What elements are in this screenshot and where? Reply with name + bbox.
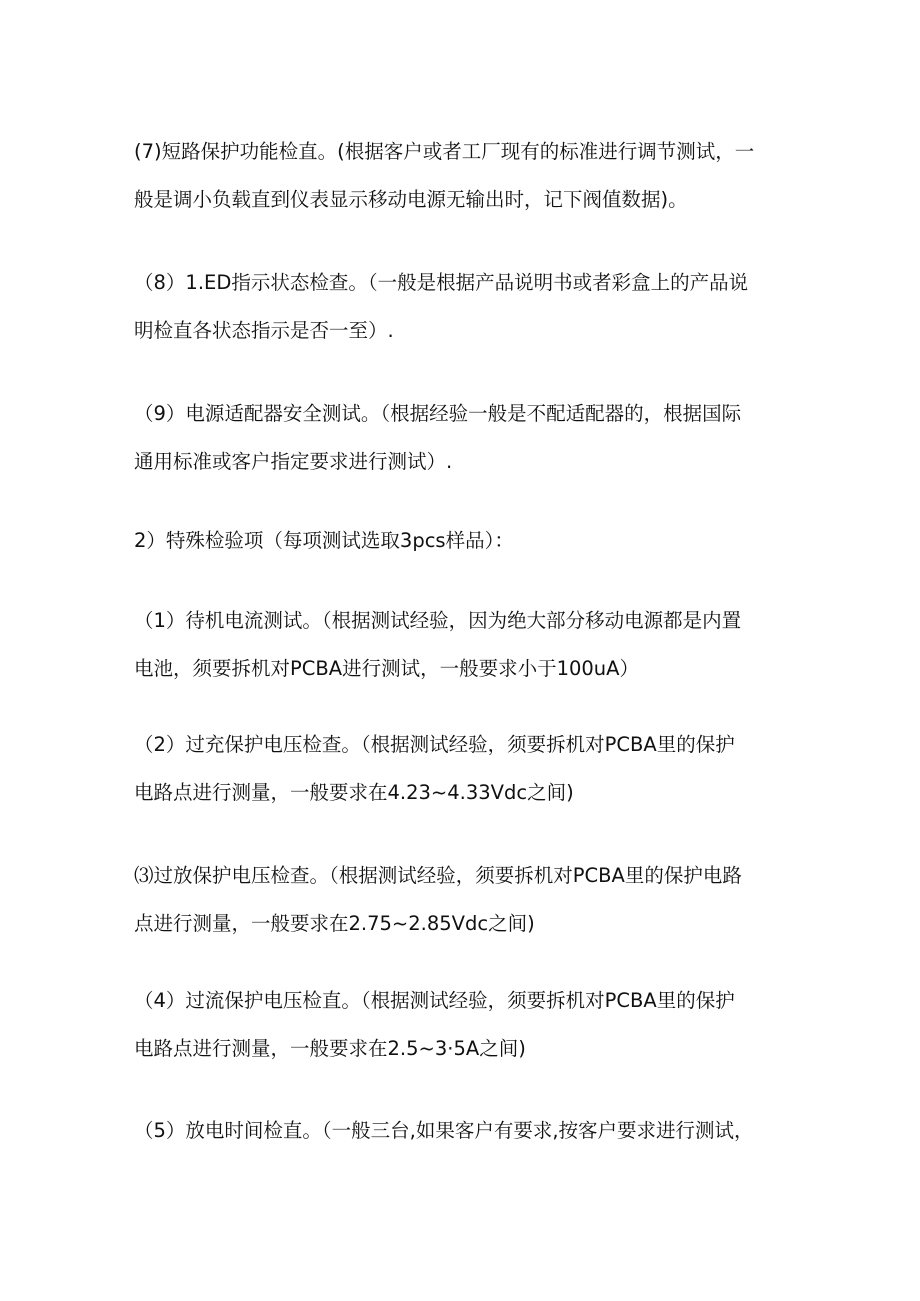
text-line: 电路点进行测量，一般要求在2.5~3·5A之间) [134, 1037, 526, 1060]
text-line: 明检直各状态指示是否一至）. [134, 319, 394, 342]
paragraph-adapter-safety-test [134, 390, 784, 486]
paragraph-overcurrent-protection [134, 977, 784, 1073]
text-line: 通用标准或客户指定要求进行测试）. [134, 450, 453, 473]
paragraph-discharge-time-check [134, 1107, 784, 1155]
text-line: （5）放电时间检直。（一般三台,如果客户有要求,按客户要求进行测试， [134, 1119, 754, 1142]
paragraph-standby-current-test [134, 597, 784, 693]
text-line: 电池，须要拆机对PCBA进行测试，一般要求小于100uA） [134, 657, 640, 680]
text-line: （9）电源适配器安全测试。（根据经验一般是不配适配器的，根据国际 [134, 402, 742, 425]
text-line: 般是调小负载直到仪表显示移动电源无输出时，记下阀值数据)。 [134, 188, 688, 211]
paragraph-led-indicator-check [134, 259, 784, 355]
text-line: (7)短路保护功能检直。(根据客户或者工厂现有的标准进行调节测试，一 [134, 140, 755, 163]
text-line: ⑶过放保护电压检查。（根据测试经验，须要拆机对PCBA里的保护电路 [134, 864, 742, 887]
text-line: 2）特殊检验项（每项测试选取3pcs样品）： [134, 529, 514, 552]
section-heading-special-inspection [134, 517, 784, 565]
text-line: （8）1.ED指示状态检查。（一般是根据产品说明书或者彩盒上的产品说 [134, 271, 749, 294]
text-line: 点进行测量，一般要求在2.75~2.85Vdc之间) [134, 912, 535, 935]
text-line: （1）待机电流测试。（根据测试经验，因为绝大部分移动电源都是内置 [134, 609, 742, 632]
paragraph-short-circuit-protection [134, 128, 784, 224]
paragraph-overdischarge-protection [134, 852, 784, 948]
text-line: （2）过充保护电压检查。（根据测试经验，须要拆机对PCBA里的保护 [134, 733, 735, 756]
text-line: 电路点进行测量，一般要求在4.23~4.33Vdc之间) [134, 781, 574, 804]
text-line: （4）过流保护电压检直。（根据测试经验，须要拆机对PCBA里的保护 [134, 989, 735, 1012]
paragraph-overcharge-protection [134, 721, 784, 817]
